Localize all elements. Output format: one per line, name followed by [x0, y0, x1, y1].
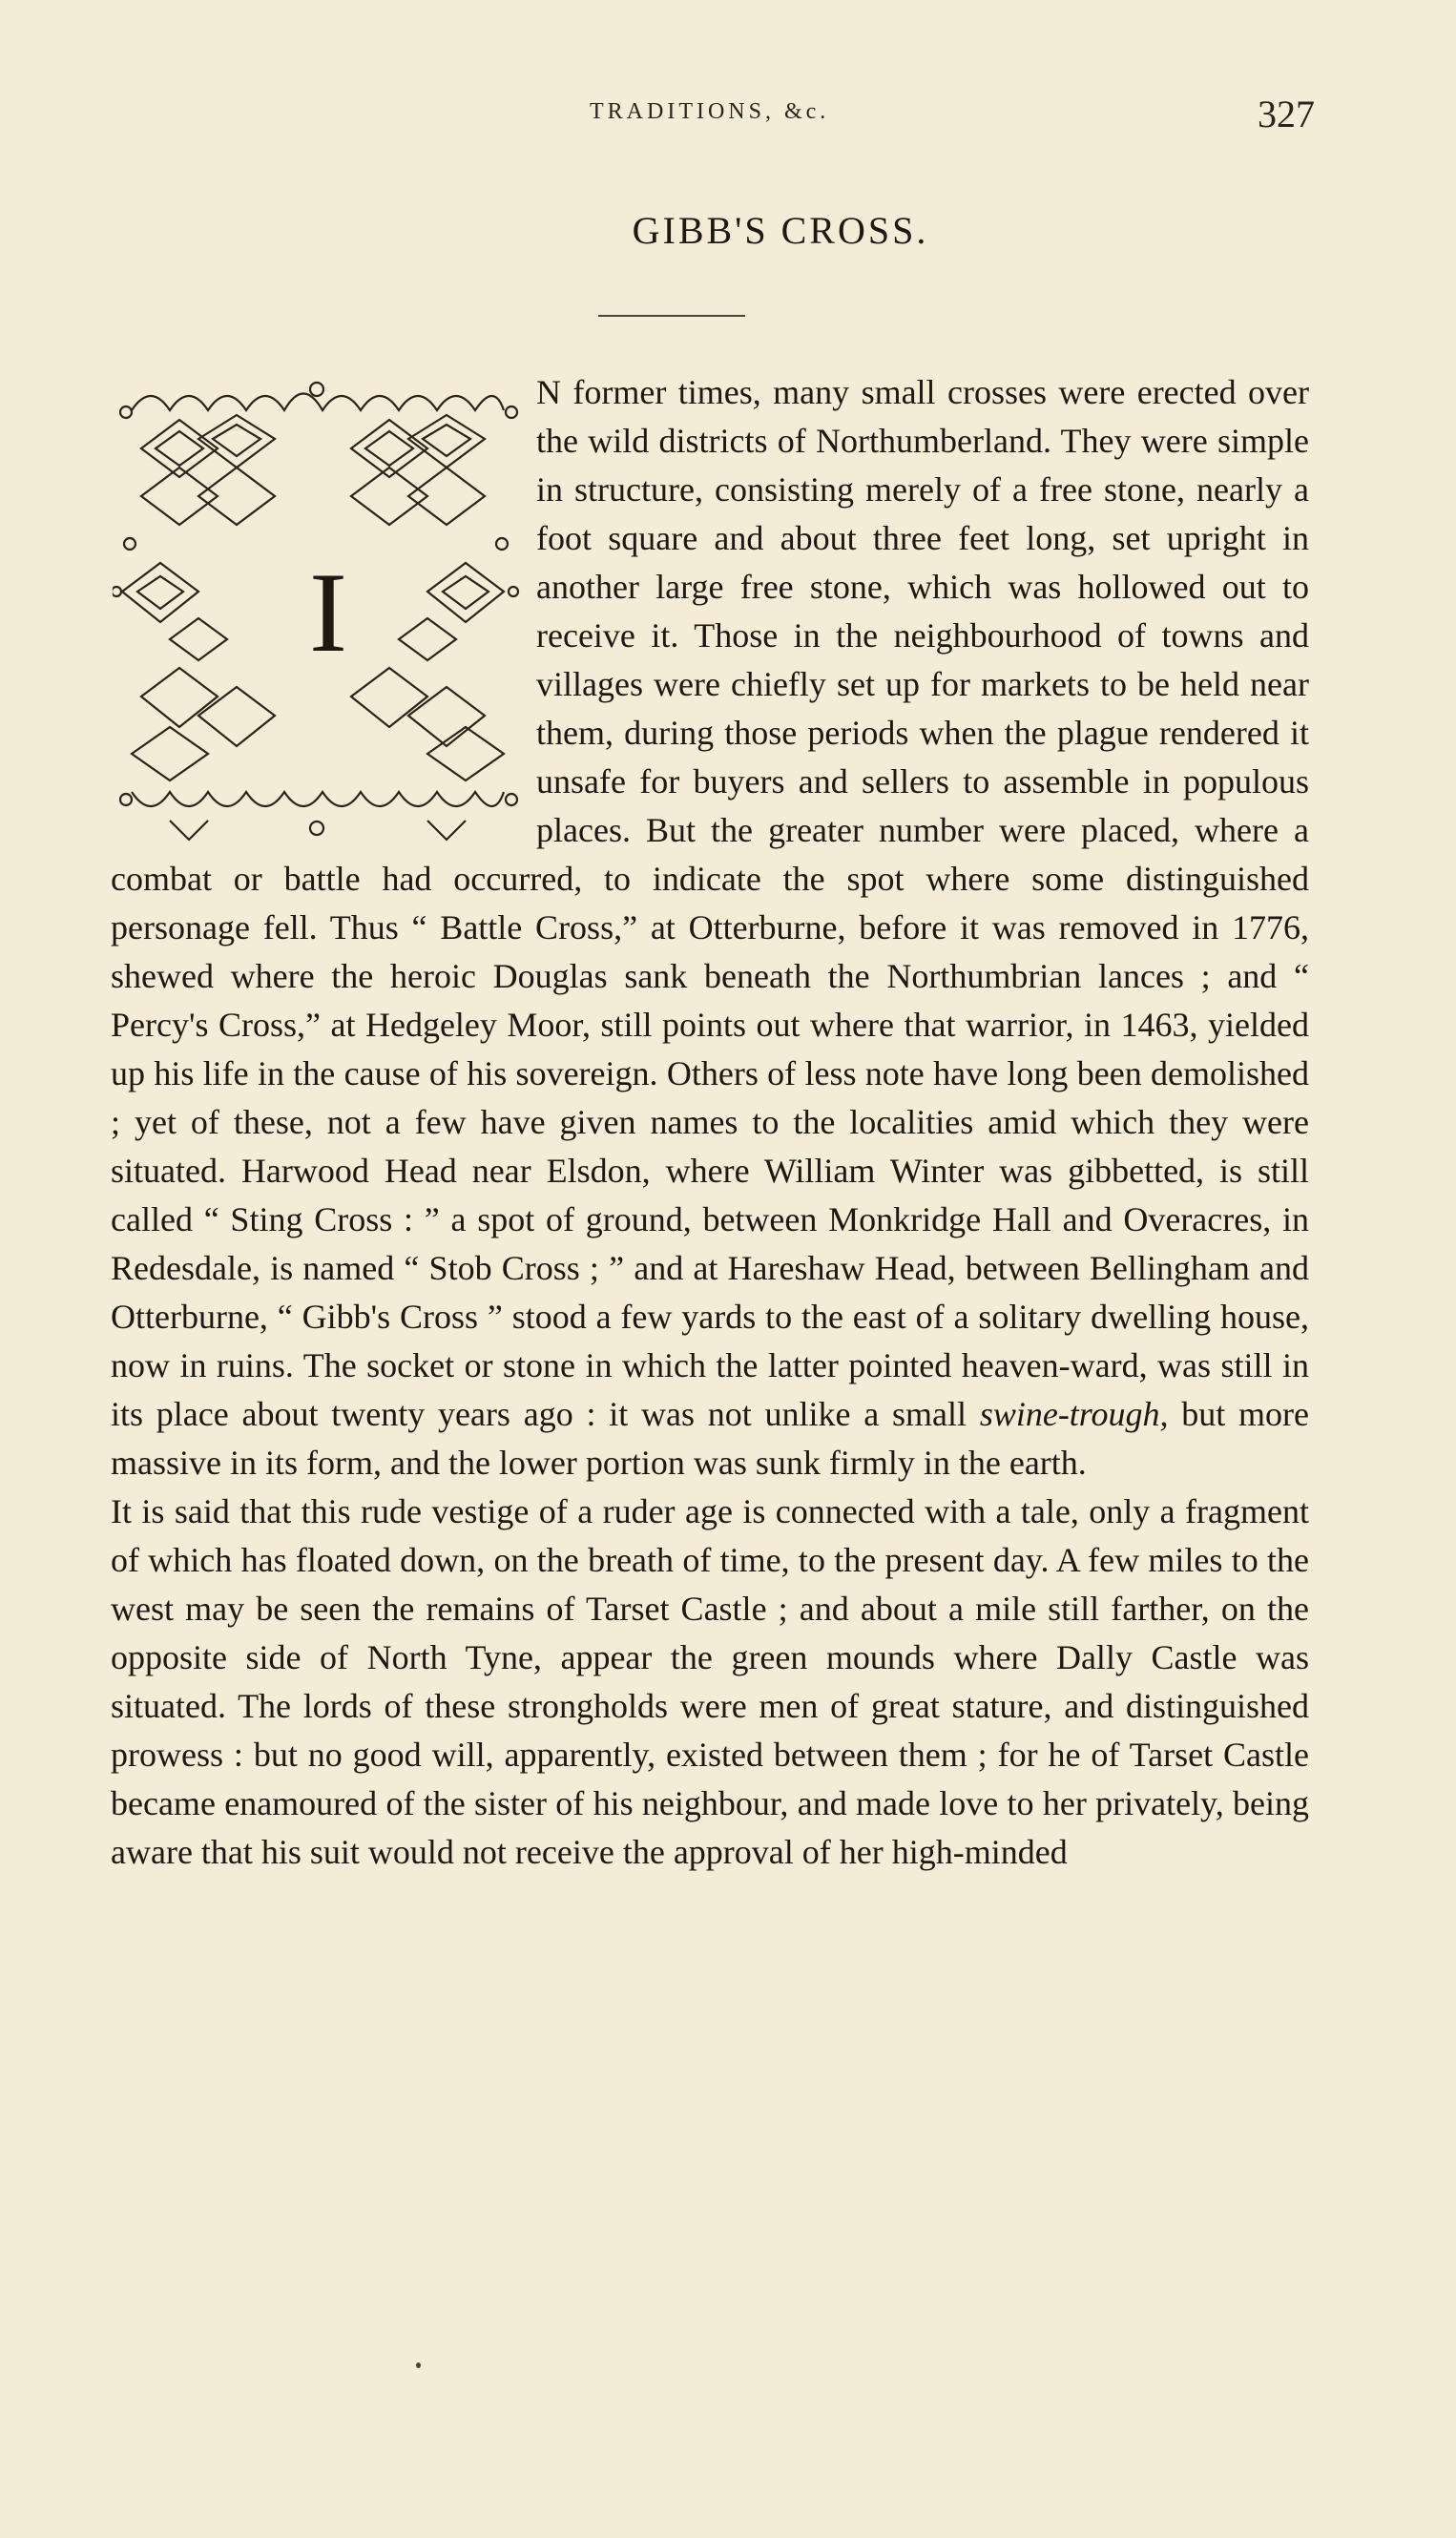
paragraph-1-text: N former times, many small crosses were erected over the wild districts of Northumberland. They were simple in structure, consisting merely of a free stone, nearly a foot square and about three feet long, set upright in another large free stone, which was hollowed out to receive it. Those in the neighbourhood of towns and villages were chiefly set up for markets to be held near them, during those periods when the plague rendered it unsafe for buyers and sellers to assemble in populous places. But the greater number were placed, where a combat or battle had occurred, to indicate the spot where some distinguished personage fell. Thus “ Battle Cross,” at Otterburne, before it was removed in 1776, shewed where the heroic Douglas sank beneath the Northumbrian lances ; and “ Percy's Cross,” at Hedgeley Moor, still points out where that warrior, in 1463, yielded up his life in the cause of his sovereign. Others of less note have long been demolished ; yet of these, not a few have given names to the localities amid which they were situated. Harwood Head near Elsdon, where William Winter was gibbetted, is still called “ Sting Cross : ” a spot of ground, between Monkridge Hall and Overacres, in Redesdale, is named “ Stob Cross ; ” and at Hareshaw Head, between Bellingham and Otterburne, “ Gibb's Cross ” stood a few yards to the east of a solitary dwelling house, now in ruins. The socket or stone in which the latter pointed heaven-ward, was still in its place about twenty years ago : it was not unlike a small: [111, 373, 1309, 1433]
drop-cap-space: [111, 368, 536, 855]
title-rule: [598, 315, 745, 317]
paragraph-2: It is said that this rude vestige of a ruder age is connected with a tale, only a fragment of which has floated down, on the breath of time, to the present day. A few miles to the west may be seen the remains of Tarset Castle ; and about a mile still farther, on the opposite side of North Tyne, appear the green mounds where Dally Castle was situated. The lords of these strongholds were men of great stature, and distinguished prowess : but no good will, apparently, existed between them ; for he of Tarset Castle became enamoured of the sister of his neighbour, and made love to her privately, being aware that his suit would not receive the approval of her high-minded: [111, 1492, 1309, 1871]
body-text: [111, 368, 1309, 1877]
paragraph-1-tail: but more massive in its form, and the lower portion was sunk firmly in the earth.: [111, 1395, 1309, 1482]
page-number: 327: [1258, 93, 1315, 135]
chapter-title: GIBB'S CROSS.: [632, 209, 929, 252]
paragraph-1: [111, 368, 1309, 1487]
drop-cap-letter: I: [309, 549, 347, 676]
paragraph-1-italic: swine-trough,: [979, 1395, 1169, 1433]
stray-mark: [416, 2362, 421, 2368]
running-head: TRADITIONS, &c.: [590, 99, 830, 124]
